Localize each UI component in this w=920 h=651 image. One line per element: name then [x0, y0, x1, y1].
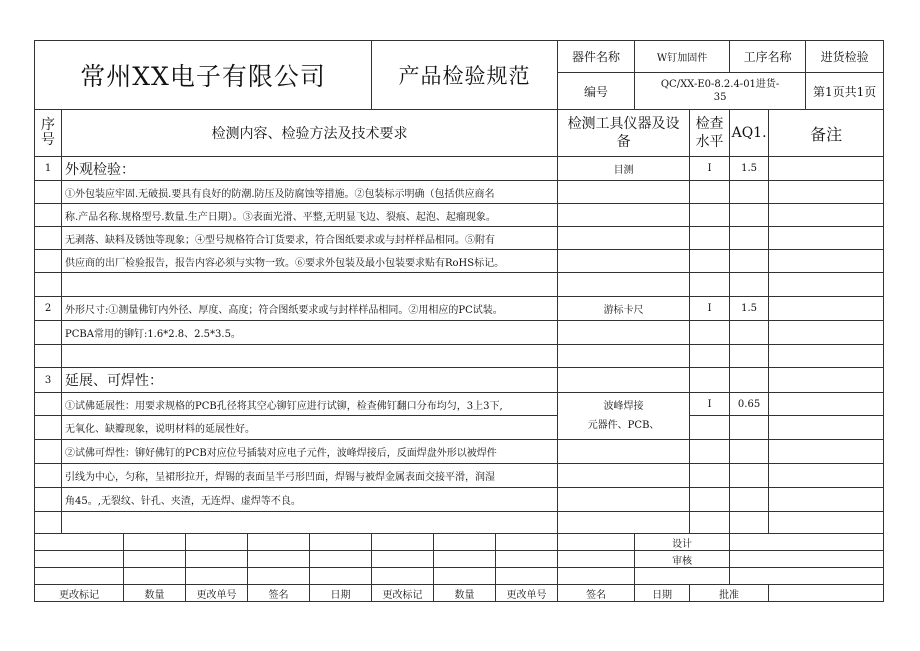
- process-name-value: 进货检验: [806, 41, 884, 73]
- spec-table: [34, 40, 884, 602]
- item1-aql: 1.5: [730, 157, 769, 181]
- document-code-line2: 35: [713, 92, 727, 103]
- item1-line3: 无剥落、缺料及锈蚀等现象；④型号规格符合订货要求，符合图纸要求或与封样样品相同。⑤附有: [62, 227, 558, 250]
- design-label: 设计: [635, 534, 730, 551]
- col-content: 检测内容、检验方法及技术要求: [62, 110, 558, 157]
- process-name-label: 工序名称: [730, 41, 806, 73]
- signature-label-2: 签名: [558, 585, 635, 602]
- change-order-label-1: 更改单号: [186, 585, 248, 602]
- item3-line5: 角45。,无裂纹、针孔、夹渣，无连焊、虚焊等不良。: [62, 488, 558, 512]
- item3-line1: ①试佛延展性：用要求规格的PCB孔径将其空心铆钉应进行试铆，检查佛钉翻口分布均匀，3上3下,: [62, 393, 558, 416]
- item3-aql: 0.65: [730, 393, 769, 416]
- change-mark-label-2: 更改标记: [372, 585, 434, 602]
- review-label: 审核: [635, 551, 730, 568]
- item3-remark: [769, 393, 884, 416]
- item1-tool: 目测: [558, 157, 690, 181]
- item2-tool: 游标卡尺: [558, 297, 690, 321]
- signature-label-1: 签名: [248, 585, 310, 602]
- item1-level: I: [690, 157, 730, 181]
- item2-remark: [769, 297, 884, 321]
- company-name: 常州XX电子有限公司: [35, 41, 372, 110]
- item2-line2: PCBA常用的铆钉:1.6*2.8、2.5*3.5。: [62, 321, 558, 345]
- document-title: 产品检验规范: [372, 41, 558, 110]
- document-code: [635, 73, 806, 110]
- item1-title: 外观检验：: [62, 157, 558, 181]
- change-mark-label-1: 更改标记: [35, 585, 124, 602]
- page-info: 第1页共1页: [806, 73, 884, 110]
- item3-tool-line1: 波峰焊接: [558, 393, 690, 416]
- col-tools: 检测工具仪器及设备: [558, 110, 690, 157]
- item2-level: I: [690, 297, 730, 321]
- item2-seq: 2: [35, 297, 62, 321]
- date-label-1: 日期: [310, 585, 372, 602]
- part-name-label: 器件名称: [558, 41, 635, 73]
- item3-line2: 无氧化、缺瓣现象，说明材料的延展性好。: [62, 416, 558, 440]
- col-remark: 备注: [769, 110, 884, 157]
- item1-line1: ①外包装应牢固.无破损.要具有良好的防潮.防压及防腐蚀等措施。②包装标示明确（包括供应商名: [62, 181, 558, 204]
- part-name-value: W钉加固件: [635, 41, 730, 73]
- document-code-line1: QC/XX-E0-8.2.4-01进货-: [660, 79, 780, 90]
- quantity-label-2: 数量: [434, 585, 496, 602]
- quantity-label-1: 数量: [124, 585, 186, 602]
- item3-line4: 引线为中心，匀称，呈裙形拉开，焊锡的表面呈半弓形凹面，焊锡与被焊金属表面交接平滑，润湿: [62, 464, 558, 488]
- item3-tool-line2: 元器件、PCB、: [558, 416, 690, 440]
- item1-seq: 1: [35, 157, 62, 181]
- item3-title: 延展、可焊性：: [62, 368, 558, 393]
- item2-line1: 外形尺寸:①测量佛钉内外径、厚度、高度；符合图纸要求或与封样样品相同。②用相应的PC试装。: [62, 297, 558, 321]
- item2-aql: 1.5: [730, 297, 769, 321]
- change-order-label-2: 更改单号: [496, 585, 558, 602]
- inspection-spec-sheet: [34, 40, 877, 601]
- date-label-2: 日期: [635, 585, 690, 602]
- approve-label: 批准: [690, 585, 769, 602]
- item1-line2: 称.产品名称.规格型号.数量.生产日期）。③表面光滑、平整,无明显飞边、裂痕、起泡、起瘤现象。: [62, 204, 558, 227]
- item1-remark: [769, 157, 884, 181]
- item3-level: I: [690, 393, 730, 416]
- item3-line3: ②试佛可焊性：铆好佛钉的PCB对应位号插装对应电子元件，波峰焊接后，反面焊盘外形以被焊件: [62, 440, 558, 464]
- col-level: 检查水平: [690, 110, 730, 157]
- col-seq: 序号: [35, 110, 62, 157]
- col-aql: AQ1.: [730, 110, 769, 157]
- item3-seq: 3: [35, 368, 62, 393]
- item1-line4: 供应商的出厂检验报告，报告内容必须与实物一致。⑥要求外包装及最小包装要求贴有RoHS标记。: [62, 250, 558, 273]
- code-label: 编号: [558, 73, 635, 110]
